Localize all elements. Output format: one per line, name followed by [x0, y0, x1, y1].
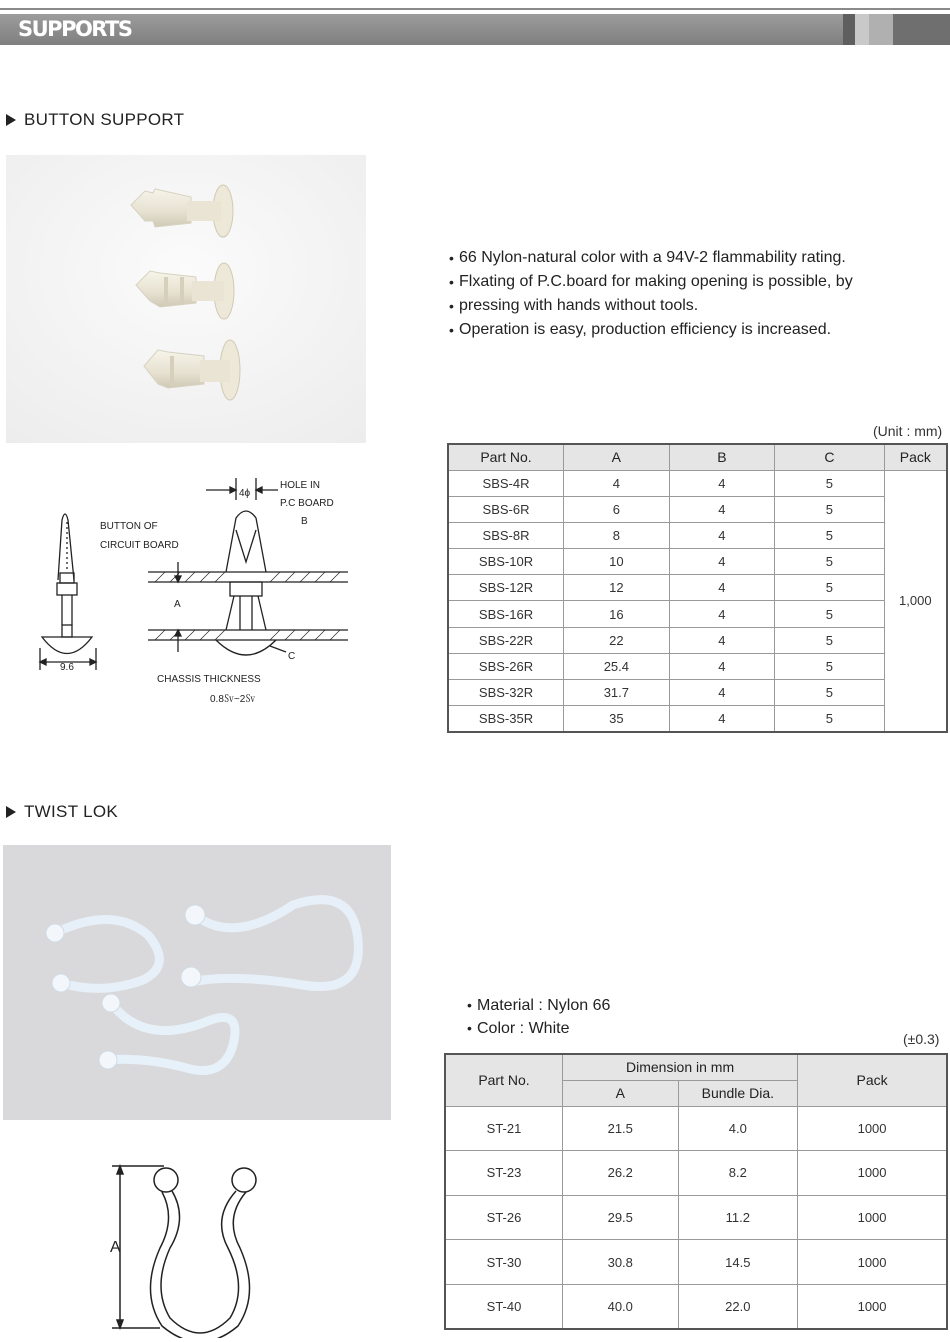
cell-c: 5: [775, 522, 884, 548]
column-header-a: A: [564, 444, 670, 470]
cell-pack: 1000: [798, 1240, 947, 1285]
cell-part-no: ST-26: [445, 1195, 563, 1240]
diagram-label-a: A: [110, 1239, 121, 1256]
cell-part-no: ST-30: [445, 1240, 563, 1285]
tolerance-note: (±0.3): [903, 1031, 940, 1047]
table-row: [448, 627, 947, 653]
diagram-label-dim-9-6: 9.6: [60, 662, 74, 673]
cell-c: 5: [775, 496, 884, 522]
table-row: [448, 601, 947, 627]
table-header-row: [445, 1054, 947, 1080]
cell-part-no: SBS-8R: [448, 522, 564, 548]
column-header-a: A: [563, 1080, 679, 1106]
header-accent-block-3: [869, 14, 893, 45]
diagram-label-b: B: [301, 516, 308, 527]
cell-c: 5: [775, 706, 884, 732]
cell-c: 5: [775, 627, 884, 653]
cell-c: 5: [775, 549, 884, 575]
cell-part-no: SBS-26R: [448, 653, 564, 679]
header-top-rule: [0, 8, 950, 10]
button-support-photo: [6, 155, 366, 443]
cell-bundle-dia: 22.0: [678, 1284, 798, 1329]
cell-b: 4: [669, 627, 775, 653]
table-row: [448, 496, 947, 522]
column-header-dimension: Dimension in mm: [563, 1054, 798, 1080]
cell-part-no: SBS-4R: [448, 470, 564, 496]
cell-c: 5: [775, 575, 884, 601]
feature-item: • 66 Nylon-natural color with a 94V-2 flammability rating.: [449, 246, 889, 270]
cell-c: 5: [775, 653, 884, 679]
section-heading-twist-lok: [6, 802, 118, 822]
cell-a: 25.4: [564, 653, 670, 679]
diagram-label-thickness-range: 0.8㏜~2㏜: [210, 694, 256, 705]
twist-lok-diagram: [100, 1158, 300, 1338]
table-row: [448, 470, 947, 496]
diagram-label-c: C: [288, 651, 296, 662]
cell-a: 26.2: [563, 1151, 679, 1196]
cell-part-no: SBS-6R: [448, 496, 564, 522]
feature-item: • Color : White: [467, 1017, 727, 1040]
cell-c: 5: [775, 601, 884, 627]
cell-b: 4: [669, 601, 775, 627]
section-heading-button-support: [6, 110, 184, 130]
cell-a: 40.0: [563, 1284, 679, 1329]
diagram-label-circuit-board: CIRCUIT BOARD: [100, 540, 179, 551]
cell-a: 31.7: [564, 680, 670, 706]
cell-part-no: SBS-10R: [448, 549, 564, 575]
button-support-table: [447, 443, 948, 733]
cell-bundle-dia: 11.2: [678, 1195, 798, 1240]
table-row: [445, 1195, 947, 1240]
table-row: [445, 1106, 947, 1151]
cell-part-no: SBS-32R: [448, 680, 564, 706]
cell-pack: 1000: [798, 1106, 947, 1151]
cell-b: 4: [669, 549, 775, 575]
cell-b: 4: [669, 653, 775, 679]
diagram-label-chassis-thickness: CHASSIS THICKNESS: [157, 674, 261, 685]
cell-pack: 1000: [798, 1151, 947, 1196]
column-header-part-no: Part No.: [445, 1054, 563, 1106]
column-header-pack: Pack: [884, 444, 947, 470]
cell-a: 8: [564, 522, 670, 548]
feature-item: • Operation is easy, production efficiency is increased.: [449, 318, 889, 342]
feature-item: • Flxating of P.C.board for making opening is possible, by: [449, 270, 889, 294]
column-header-c: C: [775, 444, 884, 470]
triangle-bullet-icon: [6, 806, 16, 818]
cell-part-no: SBS-35R: [448, 706, 564, 732]
diagram-label-4phi: 4ϕ: [239, 488, 251, 499]
diagram-label-a: A: [174, 599, 181, 610]
cell-part-no: ST-23: [445, 1151, 563, 1196]
triangle-bullet-icon: [6, 114, 16, 126]
table-row: [448, 706, 947, 732]
table-row: [445, 1284, 947, 1329]
cell-part-no: ST-21: [445, 1106, 563, 1151]
cell-a: 16: [564, 601, 670, 627]
table-row: [445, 1240, 947, 1285]
cell-part-no: ST-40: [445, 1284, 563, 1329]
table-row: [448, 549, 947, 575]
cell-a: 4: [564, 470, 670, 496]
column-header-bundle-dia: Bundle Dia.: [678, 1080, 798, 1106]
section-heading-text: BUTTON SUPPORT: [24, 110, 185, 129]
header-banner: [0, 14, 950, 45]
table-row: [448, 680, 947, 706]
cell-c: 5: [775, 470, 884, 496]
header-accent-block-4: [893, 14, 950, 45]
unit-note: (Unit : mm): [873, 423, 943, 439]
column-header-pack: Pack: [798, 1054, 947, 1106]
button-support-diagram: [30, 470, 370, 710]
cell-b: 4: [669, 522, 775, 548]
twist-lok-table: [444, 1053, 948, 1330]
twist-lok-photo: [3, 845, 391, 1120]
page-title: SUPPORTS: [18, 17, 132, 41]
cell-part-no: SBS-16R: [448, 601, 564, 627]
cell-a: 30.8: [563, 1240, 679, 1285]
cell-part-no: SBS-22R: [448, 627, 564, 653]
cell-a: 35: [564, 706, 670, 732]
diagram-label-hole-in: HOLE IN: [280, 480, 321, 491]
table-row: [448, 575, 947, 601]
cell-b: 4: [669, 575, 775, 601]
section-heading-text: TWIST LOK: [24, 802, 119, 821]
table-row: [448, 522, 947, 548]
cell-b: 4: [669, 496, 775, 522]
cell-b: 4: [669, 680, 775, 706]
button-support-features: [449, 246, 889, 342]
cell-a: 6: [564, 496, 670, 522]
cell-pack: 1,000: [884, 470, 947, 732]
header-accent-block-1: [843, 14, 855, 45]
cell-a: 21.5: [563, 1106, 679, 1151]
cell-part-no: SBS-12R: [448, 575, 564, 601]
twist-lok-features: [467, 994, 727, 1040]
table-row: [445, 1151, 947, 1196]
cell-bundle-dia: 4.0: [678, 1106, 798, 1151]
cell-pack: 1000: [798, 1284, 947, 1329]
cell-a: 22: [564, 627, 670, 653]
diagram-label-button-of: BUTTON OF: [100, 521, 158, 532]
table-row: [448, 653, 947, 679]
feature-item-continued: • pressing with hands without tools.: [449, 294, 889, 318]
column-header-b: B: [669, 444, 775, 470]
cell-a: 10: [564, 549, 670, 575]
feature-item: • Material : Nylon 66: [467, 994, 727, 1017]
header-accent-block-2: [855, 14, 869, 45]
column-header-part-no: Part No.: [448, 444, 564, 470]
cell-bundle-dia: 14.5: [678, 1240, 798, 1285]
cell-b: 4: [669, 470, 775, 496]
cell-pack: 1000: [798, 1195, 947, 1240]
cell-a: 12: [564, 575, 670, 601]
cell-c: 5: [775, 680, 884, 706]
diagram-label-pc-board: P.C BOARD: [280, 498, 334, 509]
cell-b: 4: [669, 706, 775, 732]
cell-bundle-dia: 8.2: [678, 1151, 798, 1196]
table-header-row: [448, 444, 947, 470]
cell-a: 29.5: [563, 1195, 679, 1240]
